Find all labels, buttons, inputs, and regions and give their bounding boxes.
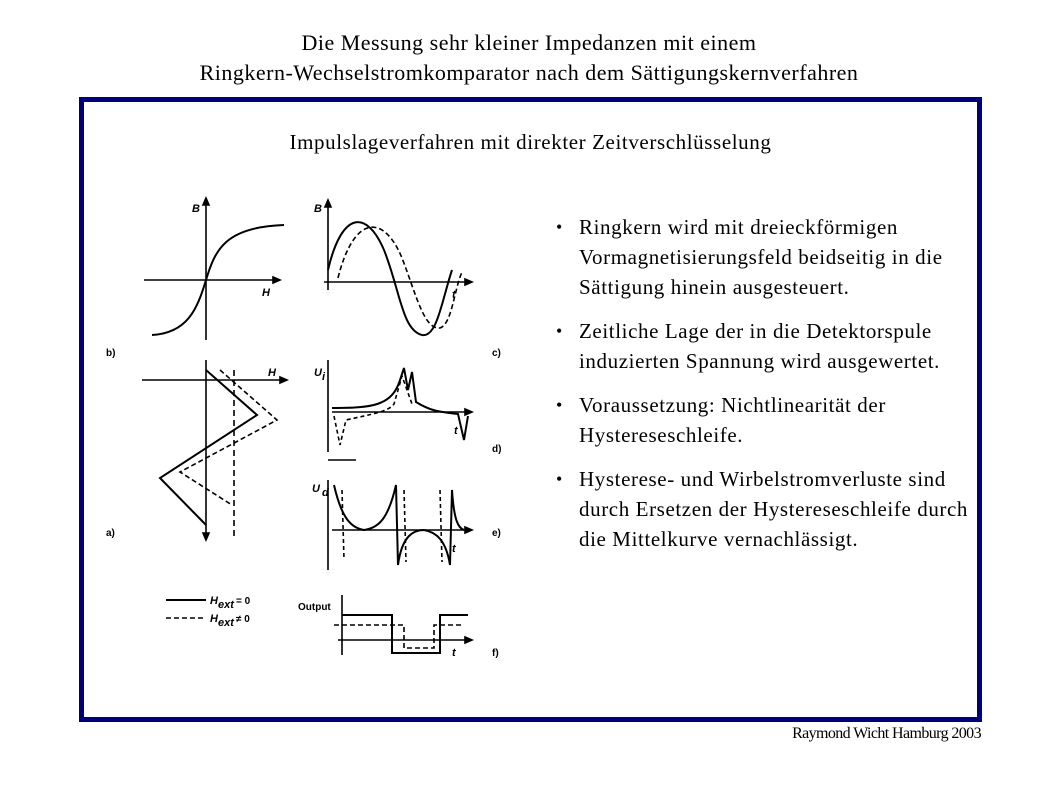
b-wave-solid — [328, 222, 452, 335]
bullet-dot: • — [556, 469, 563, 489]
ui-wave-dashed — [334, 376, 412, 445]
legend-hext-sub-1: ext — [218, 599, 234, 611]
output-square-solid — [342, 615, 468, 653]
label-e: e) — [492, 528, 501, 539]
legend-solid-text: = 0 — [236, 596, 251, 607]
label-Ui: U — [314, 367, 322, 379]
label-H: H — [262, 287, 270, 299]
bullet-text: Ringkern wird mit dreieckförmigen Vormagnetisierungsfeld beidseitig in die Sättigung hinein ausgesteuert. — [579, 215, 943, 299]
label-d: d) — [492, 444, 502, 455]
label-H-a: H — [268, 367, 276, 379]
slide-header — [0, 28, 1058, 88]
content-frame — [79, 97, 982, 722]
label-c: c) — [492, 348, 501, 359]
ui-wave — [332, 368, 468, 440]
label-b: b) — [106, 348, 116, 359]
figure-legend — [166, 600, 206, 618]
label-B: B — [192, 203, 200, 215]
label-Ui-sub: i — [322, 371, 326, 383]
label-Ud: U — [312, 483, 320, 495]
bullet-list — [539, 212, 979, 568]
output-plot — [334, 595, 472, 655]
bullet-text: Hysterese- und Wirbelstromverluste sind durch Ersetzen der Hystereseschleife durch die Mittelkurve vernachlässigt. — [579, 467, 969, 551]
bullet-item — [539, 316, 979, 376]
label-B-c: B — [314, 203, 322, 215]
bullet-dot: • — [556, 321, 563, 341]
ui-plot — [328, 360, 472, 460]
bullet-text: Zeitliche Lage der in die Detektorspule induzierten Spannung wird ausgewertet. — [579, 319, 941, 373]
label-t-c: t — [452, 289, 456, 301]
slide-subtitle: Impulslageverfahren mit direkter Zeitverschlüsselung — [289, 130, 772, 154]
legend-hext-1: H — [210, 595, 218, 607]
label-t-f: t — [452, 647, 456, 659]
magnetization-diagram — [102, 190, 522, 690]
legend-hext-2: H — [210, 613, 218, 625]
label-a: a) — [106, 528, 115, 539]
ud-plot — [328, 480, 472, 570]
label-t-d: t — [454, 425, 458, 437]
label-output: Output — [298, 602, 331, 613]
triangular-field-plot — [142, 360, 287, 540]
header-line-1: Die Messung sehr kleiner Impedanzen mit einem — [301, 30, 757, 55]
bullet-dot: • — [556, 217, 563, 237]
bullet-item — [539, 464, 979, 554]
legend-dashed-text: ≠ 0 — [236, 614, 250, 625]
h-triangle-solid — [160, 370, 257, 525]
output-square-dashed — [334, 625, 464, 648]
legend-hext-sub-2: ext — [218, 617, 234, 629]
header-line-2: Ringkern-Wechselstromkomparator nach dem Sättigungskernverfahren — [199, 60, 859, 85]
b-wave-dashed — [338, 227, 462, 328]
bullet-item — [539, 390, 979, 450]
label-t-e: t — [452, 543, 456, 555]
bullet-text: Voraussetzung: Nichtlinearität der Hystereseschleife. — [579, 393, 886, 447]
label-Ud-sub: d — [322, 487, 329, 499]
author-credit: Raymond Wicht Hamburg 2003 — [792, 725, 981, 742]
ud-wave — [334, 485, 464, 565]
b-time-plot — [324, 200, 472, 335]
bullet-item — [539, 212, 979, 302]
bullet-dot: • — [556, 395, 563, 415]
bh-curve-plot — [144, 198, 284, 340]
label-f: f) — [492, 648, 499, 659]
